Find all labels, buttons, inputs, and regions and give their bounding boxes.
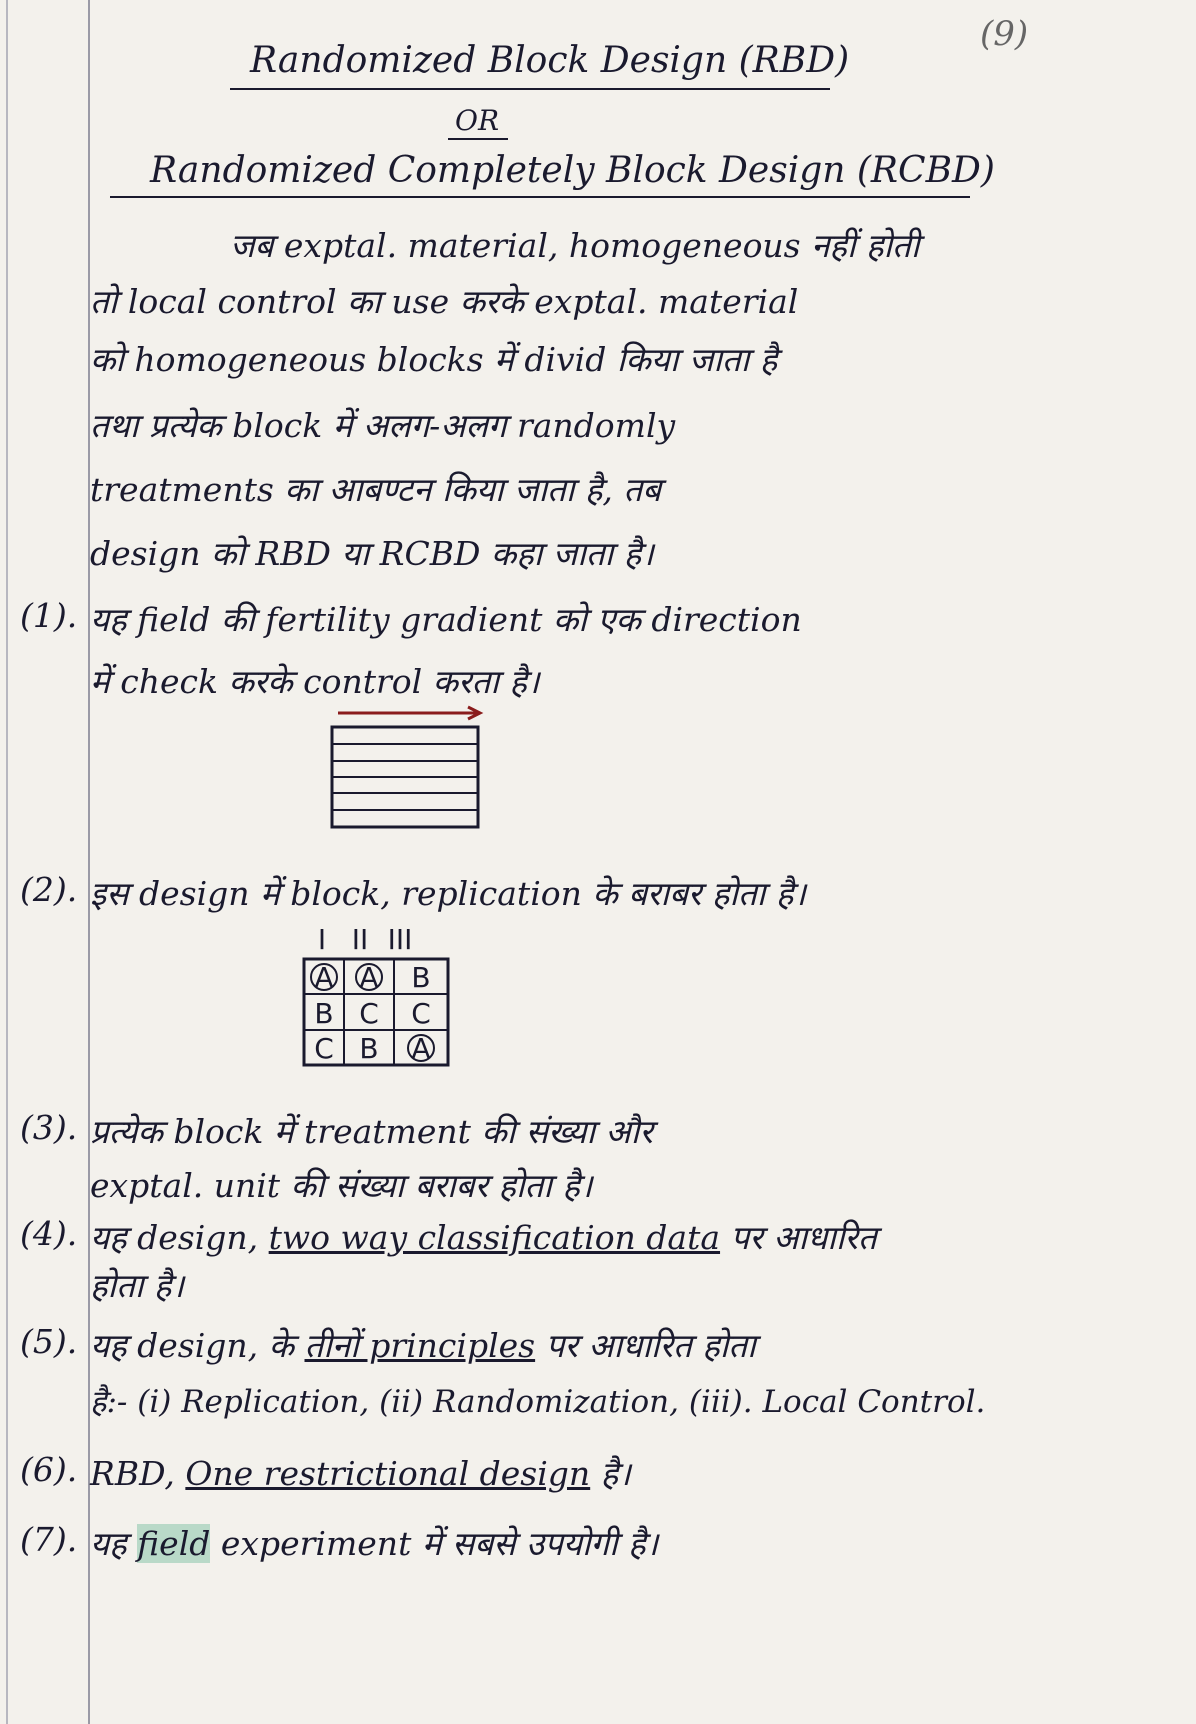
point-2-number: (2). [20, 870, 78, 909]
grid-cell-3-2: B [359, 1032, 379, 1065]
intro-line-4: तथा प्रत्येक block में अलग-अलग randomly [90, 406, 676, 445]
point-6-number: (6). [20, 1450, 78, 1489]
point-1-line-2: में check करके control करता है। [90, 662, 540, 701]
title-rcbd: Randomized Completely Block Design (RCBD) [150, 150, 995, 191]
rbd-layout-grid [300, 925, 460, 1075]
point-7-number: (7). [20, 1520, 78, 1559]
grid-cell-2-2: C [359, 997, 379, 1030]
point-1-line-1: यह field की fertility gradient को एक direction [90, 600, 802, 639]
grid-col-2: II [351, 923, 369, 956]
intro-line-3: को homogeneous blocks में divid किया जाता है [90, 340, 778, 379]
intro-line-2: तो local control का use करके exptal. material [90, 282, 799, 321]
grid-cell-3-3: A [411, 1032, 431, 1065]
or-underline [448, 138, 508, 140]
title-or: OR [455, 104, 500, 137]
grid-cell-3-1: C [314, 1032, 334, 1065]
point-3-line-1: प्रत्येक block में treatment की संख्या और [90, 1112, 653, 1151]
page-number: (9) [980, 14, 1029, 54]
point-4-line-1: यह design, two way classification data पर आधारित [90, 1218, 877, 1257]
point-3-number: (3). [20, 1108, 78, 1147]
grid-cell-1-2: A [359, 961, 379, 994]
grid-col-3: III [387, 923, 413, 956]
point-6-line-1: RBD, One restrictional design है। [90, 1454, 631, 1493]
grid-cell-2-3: C [411, 997, 431, 1030]
intro-line-5: treatments का आबण्टन किया जाता है, तब [90, 470, 662, 509]
point-5-line-1: यह design, के तीनों principles पर आधारित होता [90, 1326, 756, 1365]
grid-cell-2-1: B [314, 997, 334, 1030]
intro-line-1: जब exptal. material, homogeneous नहीं होती [230, 226, 920, 265]
point-4-line-2: होता है। [90, 1266, 184, 1305]
fertility-gradient-diagram [330, 705, 510, 835]
point-2-line-1: इस design में block, replication के बराबर होता है। [90, 874, 806, 913]
intro-line-6: design को RBD या RCBD कहा जाता है। [90, 534, 654, 573]
point-1-number: (1). [20, 596, 78, 635]
point-5-number: (5). [20, 1322, 78, 1361]
title-rbd: Randomized Block Design (RBD) [250, 40, 850, 81]
point-3-line-2: exptal. unit की संख्या बराबर होता है। [90, 1166, 593, 1205]
margin-line-outer [6, 0, 8, 1724]
point-4-number: (4). [20, 1214, 78, 1253]
grid-cell-1-1: A [314, 961, 334, 994]
title-underline [230, 88, 830, 90]
point-7-line-1: यह field experiment में सबसे उपयोगी है। [90, 1524, 659, 1563]
grid-col-1: I [317, 923, 327, 956]
title2-underline [110, 196, 970, 198]
point-5-line-2: है:- (i) Replication, (ii) Randomization, (iii). Local Control. [90, 1384, 986, 1420]
grid-cell-1-3: B [411, 961, 431, 994]
